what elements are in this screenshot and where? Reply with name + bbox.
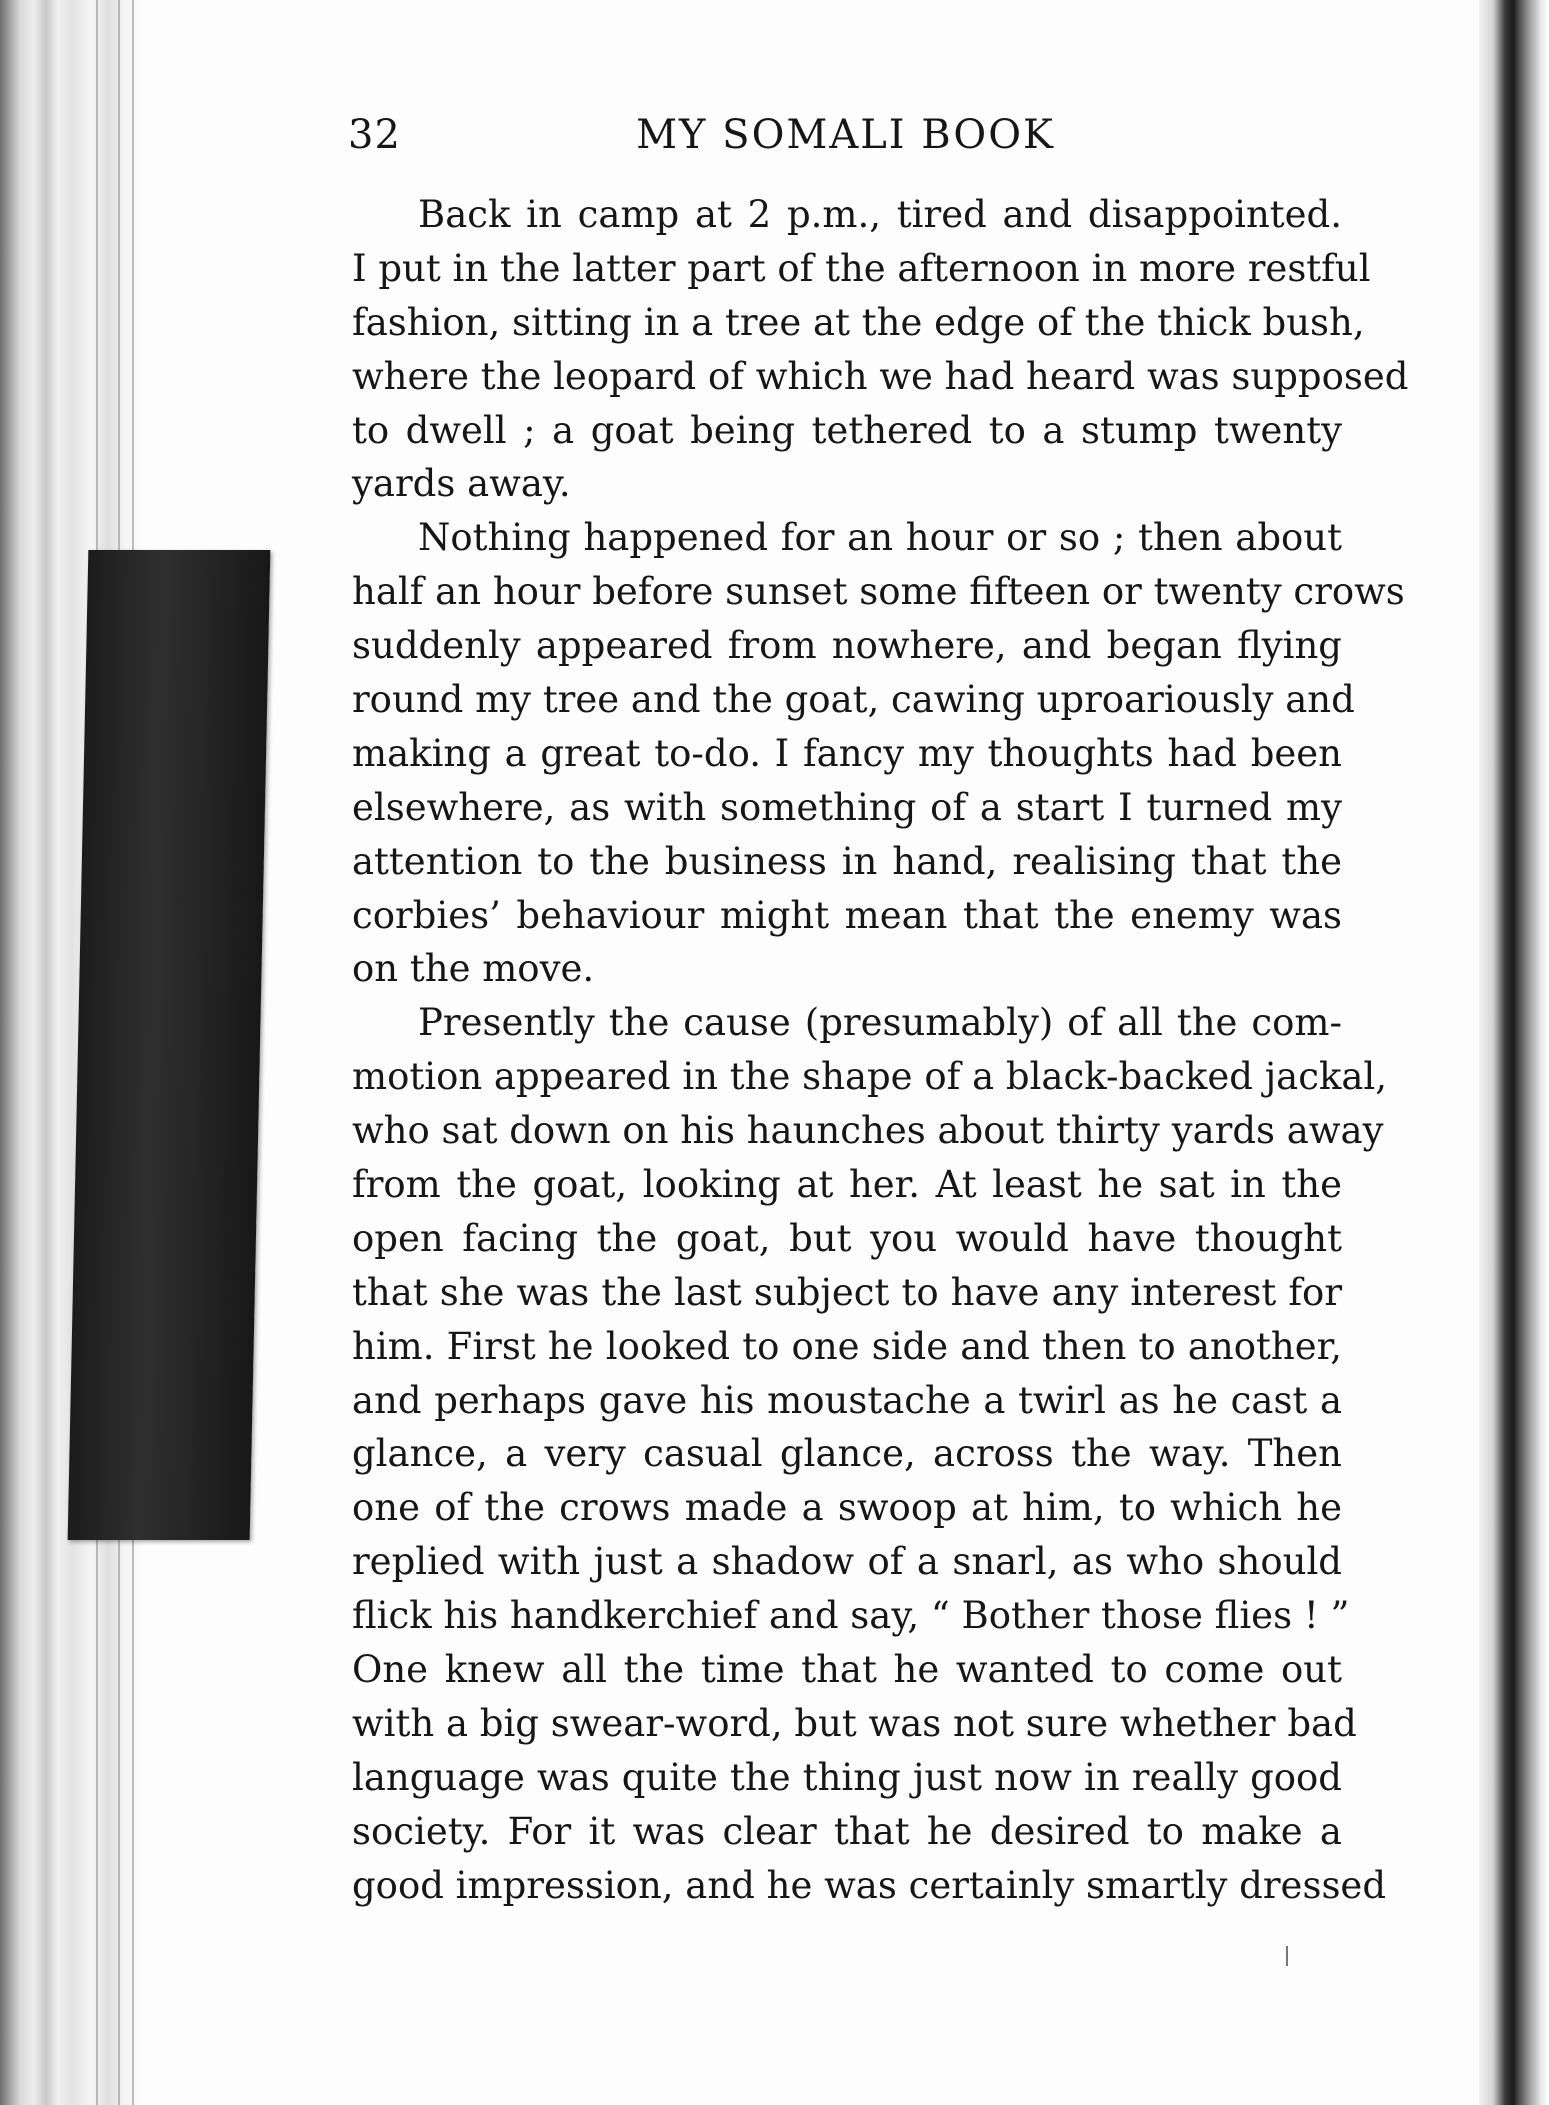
text-line: glance, a very casual glance, across the way. Then	[352, 1432, 1342, 1476]
running-title: MY SOMALI BOOK	[636, 112, 1055, 158]
text-line: Back in camp at 2 p.m., tired and disappointed.	[418, 193, 1342, 236]
text-line: attention to the business in hand, realising that the	[352, 839, 1342, 883]
text-line: elsewhere, as with something of a start I turned my	[352, 785, 1342, 829]
text-line: One knew all the time that he wanted to come out	[352, 1648, 1342, 1692]
text-line: I put in the latter part of the afternoon in more restful	[352, 246, 1371, 290]
text-line: from the goat, looking at her. At least he sat in the	[352, 1163, 1342, 1207]
text-line: one of the crows made a swoop at him, to which he	[352, 1486, 1342, 1530]
text-line: yards away.	[352, 462, 571, 506]
text-line: language was quite the thing just now in really good	[352, 1755, 1342, 1799]
text-line: open facing the goat, but you would have thought	[352, 1216, 1342, 1260]
text-line: round my tree and the goat, cawing uproariously and	[352, 678, 1355, 722]
text-line: flick his handkerchief and say, “ Bother those flies ! ”	[352, 1594, 1350, 1638]
text-line: and perhaps gave his moustache a twirl as he cast a	[352, 1378, 1342, 1422]
text-line: good impression, and he was certainly smartly dressed	[352, 1863, 1387, 1907]
page-number: 32	[348, 112, 401, 158]
text-line: him. First he looked to one side and then to another,	[352, 1324, 1342, 1368]
text-line: on the move.	[352, 947, 595, 991]
text-line: who sat down on his haunches about thirty yards away	[352, 1109, 1384, 1153]
text-line: corbies’ behaviour might mean that the enemy was	[352, 893, 1342, 937]
text-line: making a great to-do. I fancy my thoughts had been	[352, 731, 1342, 775]
text-line: replied with just a shadow of a snarl, as who should	[352, 1540, 1342, 1584]
text-line: suddenly appeared from nowhere, and began flying	[352, 624, 1342, 668]
page-mark	[1286, 1946, 1288, 1966]
text-line: fashion, sitting in a tree at the edge of the thick bush,	[352, 300, 1365, 344]
bookmark-strip	[68, 550, 271, 1540]
text-line: to dwell ; a goat being tethered to a stump twenty	[352, 408, 1342, 452]
text-line: Nothing happened for an hour or so ; then about	[418, 516, 1342, 560]
text-line: society. For it was clear that he desired to make a	[352, 1809, 1342, 1853]
text-line: motion appeared in the shape of a black-backed jackal,	[352, 1055, 1388, 1099]
page-header	[348, 112, 1343, 172]
book-right-edge	[1479, 0, 1549, 2105]
text-line: Presently the cause (presumably) of all the com-	[418, 1001, 1342, 1045]
text-line: where the leopard of which we had heard was supposed	[352, 354, 1409, 398]
text-line: half an hour before sunset some fifteen or twenty crows	[352, 570, 1405, 614]
text-line: with a big swear-word, but was not sure whether bad	[352, 1701, 1357, 1745]
text-line: that she was the last subject to have any interest for	[352, 1270, 1342, 1314]
body-text	[352, 188, 1409, 1913]
